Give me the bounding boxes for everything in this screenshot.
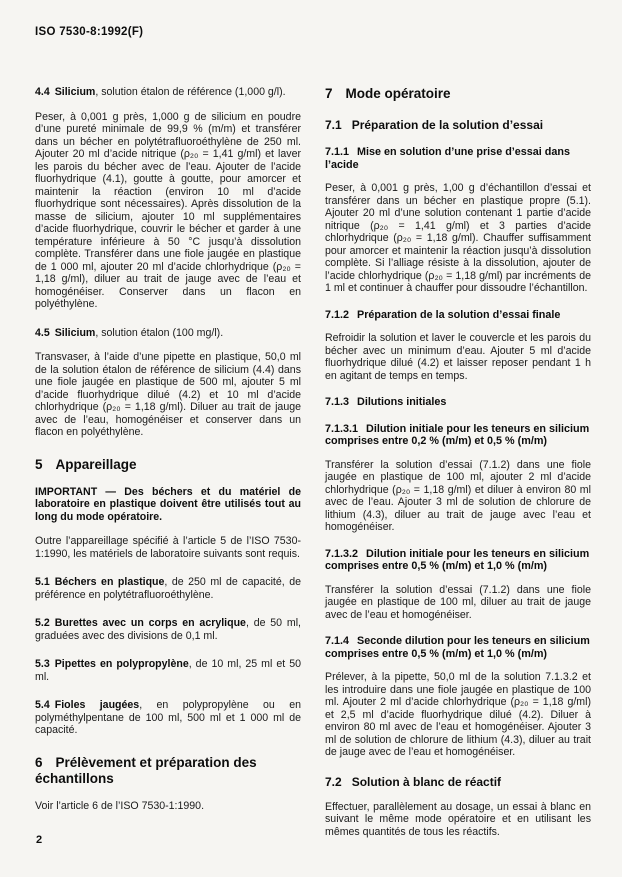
text-content: Transvaser, à l’aide d’une pipette en plastique, 50,0 ml de la solution étalon de référence de silicium (4.4) dans une fiole jaugée en plastique de 500 ml, ajouter 5 ml d’acide fluorhydrique dilué (4.2) et 10 ml d’acide chlorhydrique (ρ₂₀ = 1,18 g/ml). Diluer au trait de jauge avec de l’eau, homogénéiser et conserver dans un flacon en polyéthylène. bbox=[35, 351, 301, 438]
clause-heading bbox=[325, 635, 591, 660]
text-content: , de 10 ml, 25 ml et 50 ml. bbox=[35, 658, 301, 683]
paragraph bbox=[325, 671, 591, 759]
clause-heading bbox=[325, 548, 591, 573]
defined-term: Béchers en plastique bbox=[54, 576, 165, 588]
clause-number: 6 bbox=[35, 754, 43, 770]
clause-heading bbox=[325, 146, 591, 171]
document-reference-header: ISO 7530-8:1992(F) bbox=[35, 26, 144, 38]
clause-number: 7.1.1 bbox=[325, 146, 350, 158]
text-content: Refroidir la solution et laver le couvercle et les parois du bécher avec un minimum d’eau. Ajouter 5 ml d’acide fluorhydrique dilué (4.2) et laisser reposer pendant 1 h en agitant de temps en temps. bbox=[325, 332, 591, 382]
defined-term: Fioles jaugées bbox=[54, 699, 140, 711]
text-content: IMPORTANT — Des béchers et du matériel de laboratoire en plastique doivent être utilisés tout au long du mode opératoire. bbox=[35, 485, 301, 523]
page-number: 2 bbox=[36, 834, 43, 846]
paragraph bbox=[35, 111, 301, 311]
definition-entry bbox=[35, 658, 301, 683]
text-content: Mode opératoire bbox=[345, 86, 451, 101]
clause-number: 7.1.4 bbox=[325, 635, 350, 647]
text-content: , solution étalon de référence (1,000 g/l). bbox=[95, 86, 286, 98]
text-content: , de 250 ml de capacité, de préférence en polytétrafluoroéthylène. bbox=[35, 576, 301, 601]
text-content: Préparation de la solution d’essai bbox=[351, 118, 544, 132]
text-content: Préparation de la solution d’essai finale bbox=[357, 308, 561, 321]
clause-number: 5.4 bbox=[35, 699, 50, 711]
text-content: Peser, à 0,001 g près, 1,00 g d’échantillon d’essai et transférer dans un bécher en plastique propre (5.1). Ajouter 20 ml d’une solution contenant 1 partie d’acide nitrique (ρ₂₀ = 1,41 g/ml) et 3 parties d’acide chlorhydrique (ρ₂₀ = 1,18 g/ml). Chauffer suffisamment pour amorcer et maintenir la réaction jusqu’à dissolution complète. Si l’alliage résiste à la dissolution, ajouter de l’acide chlorhydrique (ρ₂₀ = 1,18 g/ml) par incréments de 1 ml et continuer à chauffer pour dissoudre l’échantillon. bbox=[325, 182, 591, 294]
text-content: Prélever, à la pipette, 50,0 ml de la solution 7.1.3.2 et les introduire dans une fiole jaugée en plastique de 100 ml. Ajouter 2 ml d’acide chlorhydrique (ρ₂₀ = 1,18 g/ml) et 2,5 ml d’acide fluorhydrique dilué (4.2). Diluer à environ 80 ml avec de l’eau et homogénéiser. Ajouter 3 ml de solution de chlorure de lithium (4.3), diluer au trait de jauge avec de l’eau et homogénéiser. bbox=[325, 671, 591, 758]
clause-number: 5.2 bbox=[35, 617, 50, 629]
text-content: Solution à blanc de réactif bbox=[351, 774, 502, 789]
clause-number: 7 bbox=[325, 86, 333, 101]
section-heading bbox=[35, 755, 301, 787]
clause-number: 7.1 bbox=[325, 118, 342, 132]
clause-number: 4.4 bbox=[35, 86, 50, 98]
text-content: Mise en solution d’une prise d’essai dans l’acide bbox=[325, 146, 571, 171]
left-column bbox=[35, 86, 301, 850]
text-content: Seconde dilution pour les teneurs en silicium comprises entre 0,5 % (m/m) et 1,0 % (m/m) bbox=[325, 635, 590, 660]
clause-number: 5.1 bbox=[35, 576, 50, 588]
definition-entry bbox=[35, 86, 301, 99]
clause-number: 7.1.2 bbox=[325, 308, 350, 321]
text-content: Effectuer, parallèlement au dosage, un essai à blanc en suivant le même mode opératoire et en utilisant les mêmes quantités de tous les réactifs. bbox=[325, 800, 591, 838]
text-content: Dilution initiale pour les teneurs en silicium comprises entre 0,5 % (m/m) et 1,0 % (m/m) bbox=[325, 547, 590, 572]
important-note bbox=[35, 486, 301, 524]
clause-number: 7.1.3.2 bbox=[325, 547, 359, 560]
text-content: , solution étalon (100 mg/l). bbox=[95, 326, 224, 339]
text-content: Prélèvement et préparation des échantillons bbox=[35, 754, 257, 786]
paragraph bbox=[325, 182, 591, 295]
definition-entry bbox=[35, 699, 301, 737]
subsection-heading bbox=[325, 775, 591, 789]
paragraph bbox=[325, 332, 591, 382]
clause-number: 7.1.3 bbox=[325, 396, 350, 408]
definition-entry bbox=[35, 576, 301, 601]
defined-term: Burettes avec un corps en acrylique bbox=[54, 617, 246, 629]
clause-number: 5 bbox=[35, 456, 43, 472]
clause-heading bbox=[325, 423, 591, 448]
text-content: Dilutions initiales bbox=[357, 396, 447, 408]
clause-heading bbox=[325, 396, 591, 409]
subsection-heading bbox=[325, 118, 591, 132]
paragraph bbox=[325, 801, 591, 839]
defined-term: Pipettes en polypropylène bbox=[54, 658, 189, 670]
text-content: Transférer la solution d’essai (7.1.2) dans une fiole jaugée en plastique de 100 ml, diluer au trait de jauge avec de l’eau et homogénéiser. bbox=[325, 583, 591, 621]
text-content: , de 50 ml, graduées avec des divisions de 0,1 ml. bbox=[35, 617, 301, 642]
text-content: Voir l’article 6 de l’ISO 7530-1:1990. bbox=[35, 799, 205, 812]
clause-number: 7.2 bbox=[325, 774, 342, 789]
paragraph bbox=[325, 584, 591, 622]
defined-term: Silicium bbox=[54, 86, 96, 98]
section-heading bbox=[35, 457, 301, 473]
paragraph bbox=[325, 459, 591, 534]
clause-number: 4.5 bbox=[35, 326, 50, 339]
text-content: , en polypropylène ou en polyméthylpentane de 100 ml, 500 ml et 1 000 ml de capacité. bbox=[35, 699, 301, 736]
text-content: Dilution initiale pour les teneurs en silicium comprises entre 0,2 % (m/m) et 0,5 % (m/m) bbox=[325, 422, 590, 447]
clause-heading bbox=[325, 309, 591, 322]
text-content: Appareillage bbox=[55, 456, 137, 472]
definition-entry bbox=[35, 617, 301, 642]
right-column bbox=[325, 86, 591, 850]
text-content: Peser, à 0,001 g près, 1,000 g de silicium en poudre d’une pureté minimale de 99,9 % (m/m) et transférer dans un bécher en polytétrafluoroéthylène de 250 ml. Ajouter 20 ml d’acide nitrique (ρ₂₀ = 1,41 g/ml) et laver les parois du bécher avec de l’eau. Ajouter de l’acide fluorhydrique (4.1), goutte à goutte, pour amorcer et maintenir la réaction (environ 10 ml d’acide fluorhydrique sont nécessaires). Après dissolution de la masse de silicium, ajouter 10 ml supplémentaires d’acide fluorhydrique, couvrir le bécher et garder à une température inférieure à 50 °C jusqu’à dissolution complète. Transférer dans une fiole jaugée en plastique de 1 000 ml, ajouter 20 ml d’acide chlorhydrique (ρ₂₀ = 1,18 g/ml), diluer au trait de jauge avec de l’eau et homogénéiser. Conserver dans un flacon en polyéthylène. bbox=[35, 110, 301, 310]
clause-number: 5.3 bbox=[35, 658, 50, 670]
text-content: Outre l’appareillage spécifié à l’article 5 de l’ISO 7530-1:1990, les matériels de laboratoire suivants sont requis. bbox=[35, 535, 301, 560]
definition-entry bbox=[35, 327, 301, 340]
paragraph bbox=[35, 351, 301, 439]
paragraph bbox=[35, 535, 301, 560]
two-column-body bbox=[35, 86, 592, 850]
defined-term: Silicium bbox=[54, 326, 96, 339]
section-heading bbox=[325, 86, 591, 102]
paragraph bbox=[35, 800, 301, 813]
text-content: Transférer la solution d’essai (7.1.2) dans une fiole jaugée en plastique de 100 ml, ajouter 2 ml d’acide chlorhydrique (ρ₂₀ = 1,18 g/ml) et diluer à environ 80 ml avec de l’eau. Ajouter 3 ml de solution de chlorure de lithium (4.3), diluer au trait de jauge avec l’eau et homogénéiser. bbox=[325, 458, 591, 533]
clause-number: 7.1.3.1 bbox=[325, 422, 359, 435]
